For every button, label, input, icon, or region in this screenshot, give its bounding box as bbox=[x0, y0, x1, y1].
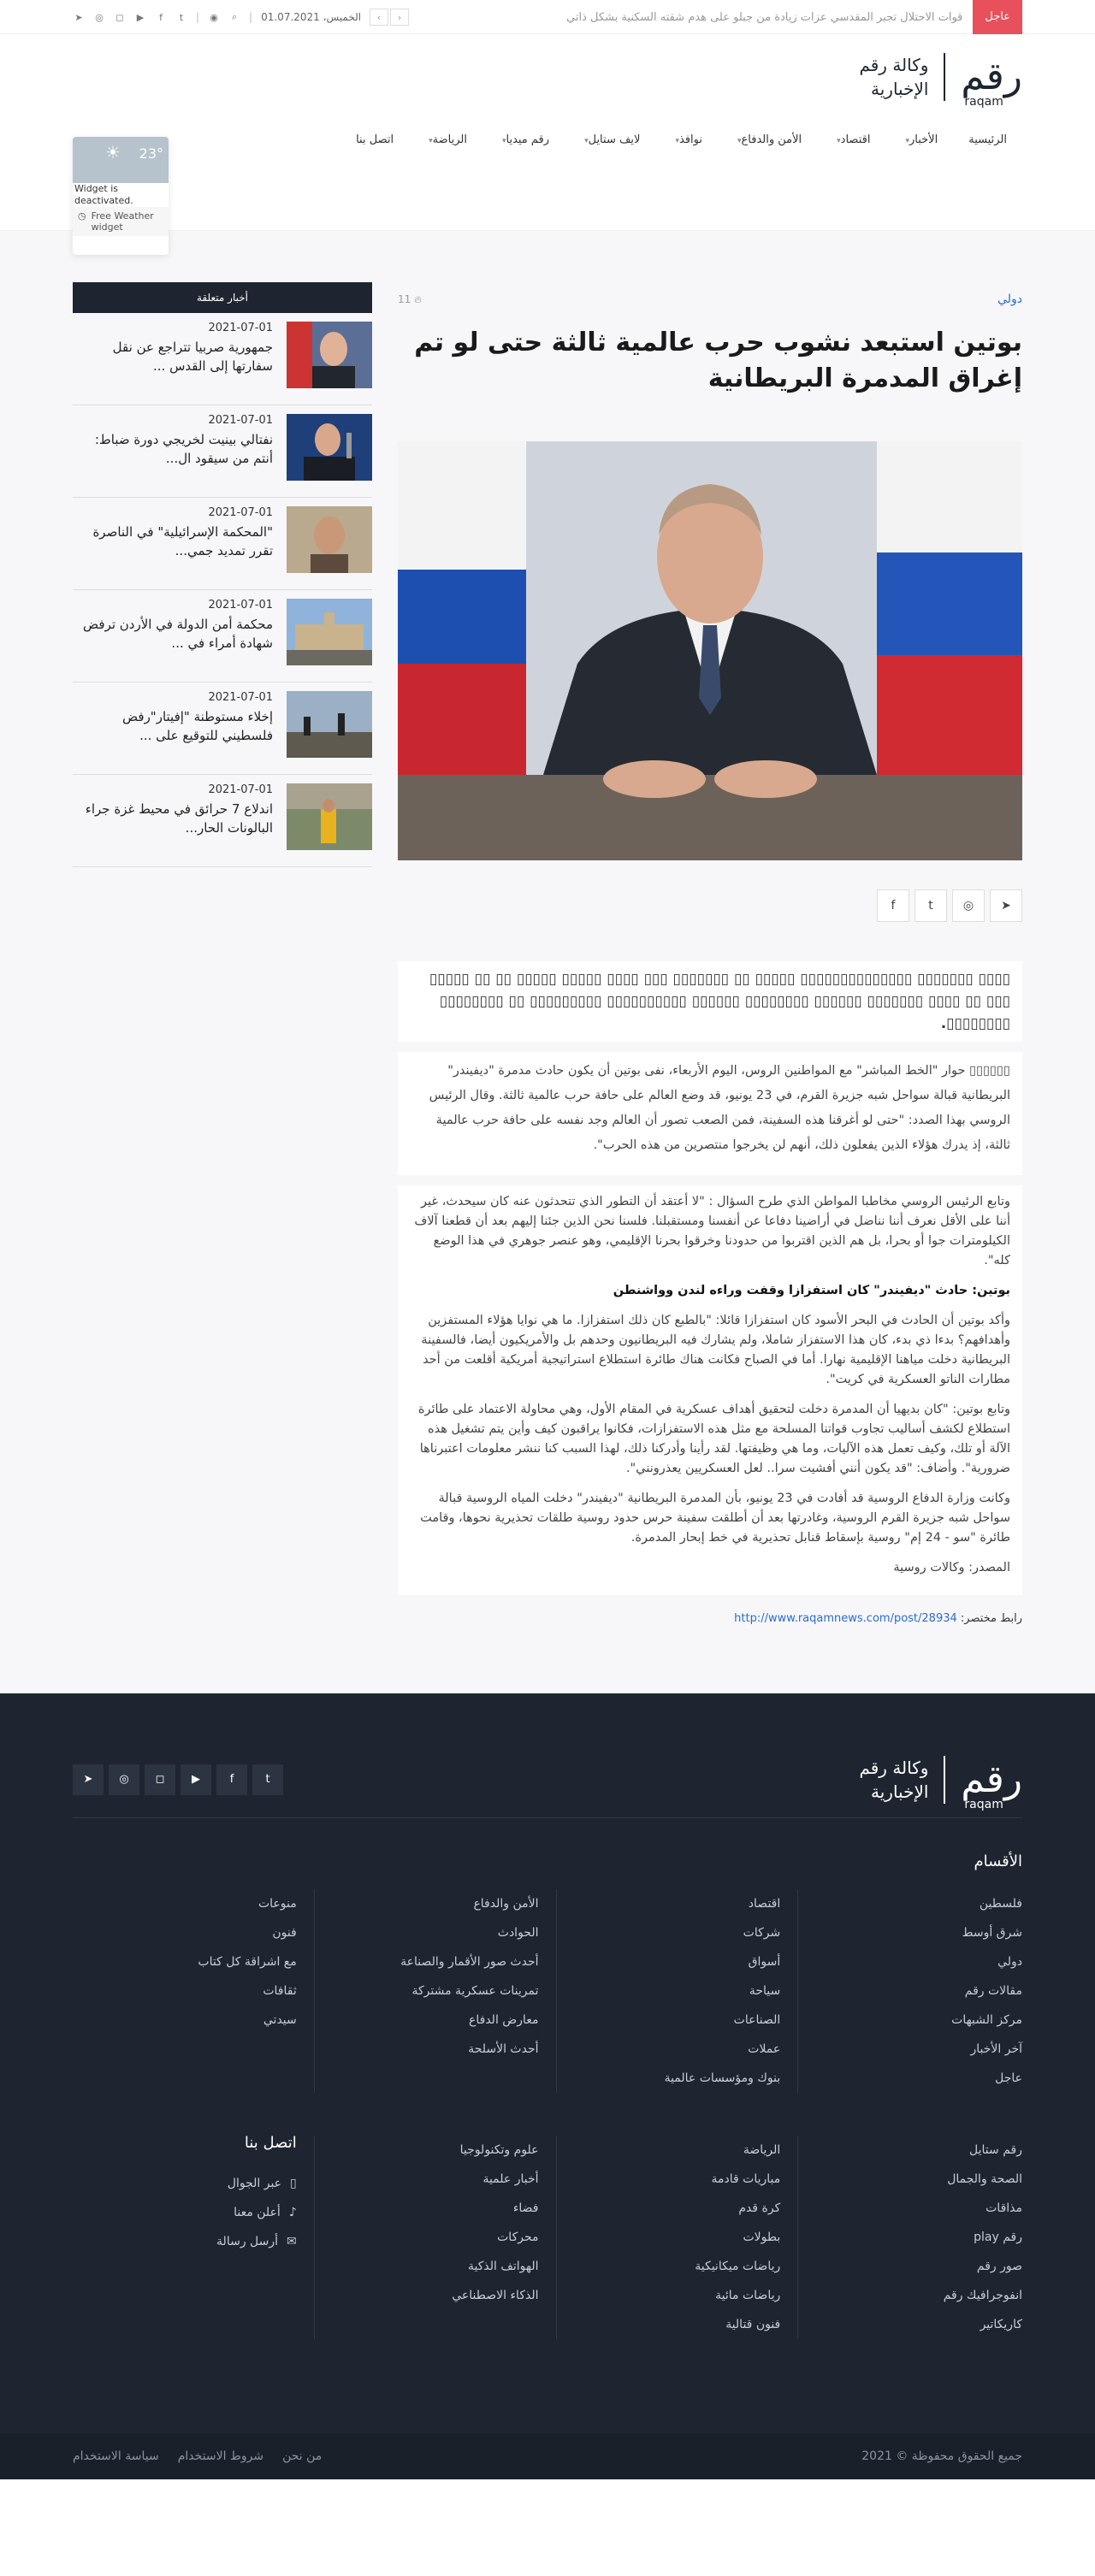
nav-item-lifestyle[interactable]: لايف ستايل▾ bbox=[584, 133, 641, 146]
related-date: 2021-07-01 bbox=[208, 599, 273, 612]
footer-link[interactable]: أخبار علمية bbox=[482, 2172, 539, 2186]
related-thumbnail[interactable] bbox=[287, 506, 372, 573]
about-link[interactable]: من نحن bbox=[282, 2449, 323, 2463]
footer-link[interactable]: منوعات bbox=[257, 1897, 297, 1911]
footer-link[interactable]: الذكاء الاصطناعي bbox=[452, 2289, 539, 2302]
footer-link[interactable]: معارض الدفاع bbox=[469, 2013, 539, 2027]
footer-link[interactable]: علوم وتكنولوجيا bbox=[459, 2143, 539, 2157]
copyright: جميع الحقوق محفوظة © 2021 bbox=[861, 2449, 1022, 2463]
related-item[interactable] bbox=[73, 682, 372, 775]
instagram-icon[interactable]: ◻ bbox=[115, 11, 124, 23]
twitter-icon[interactable]: t bbox=[252, 1764, 283, 1795]
ticker-arrows bbox=[370, 9, 409, 26]
related-news bbox=[73, 282, 372, 867]
twitter-icon[interactable]: t bbox=[179, 11, 184, 23]
chevron-down-icon: ▾ bbox=[675, 136, 679, 145]
divider: | bbox=[196, 11, 200, 23]
footer-link[interactable]: محركات bbox=[497, 2230, 539, 2244]
article-subheading: بوتين: حادث "ديفيندر" كان استفزازا وقفت وراءه لندن وواشنطن bbox=[613, 1284, 1010, 1297]
footer-link[interactable]: الأمن والدفاع bbox=[473, 1897, 539, 1911]
related-thumbnail[interactable] bbox=[287, 414, 372, 481]
footer-col bbox=[73, 1889, 315, 2093]
contact-message[interactable]: ✉ أرسل رسالة bbox=[90, 2227, 297, 2256]
related-news-title: أخبار متعلقة bbox=[73, 282, 372, 313]
footer-link[interactable]: مقالات رقم bbox=[964, 1984, 1022, 1998]
weather-temp: 23° bbox=[139, 145, 163, 162]
related-thumbnail[interactable] bbox=[287, 783, 372, 850]
article-body-1 bbox=[398, 1052, 1022, 1175]
terms-link[interactable]: شروط الاستخدام bbox=[177, 2449, 264, 2463]
contact-advertise[interactable]: ♪ أعلن معنا bbox=[90, 2198, 297, 2227]
logo-mark: رقم raqam bbox=[961, 1757, 1022, 1811]
chevron-down-icon: ▾ bbox=[584, 136, 589, 145]
footer-col bbox=[798, 2136, 1022, 2339]
footer-link[interactable]: عملات bbox=[748, 2042, 781, 2056]
footer-link[interactable]: الحوادث bbox=[497, 1926, 539, 1940]
chevron-down-icon: ▾ bbox=[905, 136, 909, 145]
footer-link[interactable]: رياضات مائية bbox=[715, 2289, 781, 2302]
related-thumbnail[interactable] bbox=[287, 599, 372, 665]
footer-sections-2 bbox=[73, 2136, 1022, 2339]
site-footer bbox=[0, 1693, 1095, 2479]
related-item[interactable] bbox=[73, 498, 372, 590]
chevron-down-icon: ▾ bbox=[737, 136, 742, 145]
related-thumbnail[interactable] bbox=[287, 322, 372, 388]
chevron-down-icon: ▾ bbox=[501, 136, 506, 145]
related-date: 2021-07-01 bbox=[208, 414, 273, 427]
news-ticker[interactable]: قوات الاحتلال تجبر المقدسي عزات زيادة من جبلو على هدم شقته السكنية بشكل ذاتي bbox=[566, 10, 963, 24]
related-title[interactable]: اندلاع 7 حرائق في محيط غزة جراء البالونات الحار... bbox=[85, 801, 273, 836]
footer-link[interactable]: انفوجرافيك رقم bbox=[943, 2289, 1022, 2302]
footer-link[interactable]: كاريكاتير bbox=[980, 2318, 1022, 2331]
nav-item-home[interactable]: الرئيسية bbox=[968, 133, 1007, 146]
ticker-prev-button[interactable]: ‹ bbox=[370, 9, 388, 26]
footer-link[interactable]: آخر الأخبار bbox=[970, 2042, 1022, 2056]
footer-link[interactable]: فنون قتالية bbox=[725, 2318, 781, 2331]
footer-link[interactable]: الهواتف الذكية bbox=[468, 2260, 539, 2273]
footer-col bbox=[557, 2136, 799, 2339]
footer-link[interactable]: بنوك ومؤسسات عالمية bbox=[664, 2071, 781, 2085]
footer-link[interactable]: مركز الشبهات bbox=[951, 2013, 1022, 2027]
related-thumbnail[interactable] bbox=[287, 691, 372, 758]
share-buttons bbox=[398, 889, 1022, 922]
related-title[interactable]: إخلاء مستوطنة "إفيتار"رفض فلسطيني للتوقيع على ... bbox=[122, 709, 273, 743]
footer-link[interactable]: صور رقم bbox=[976, 2260, 1022, 2273]
footer-col bbox=[315, 1889, 557, 2093]
footer-link[interactable]: الصحة والجمال bbox=[947, 2172, 1022, 2186]
urgent-label: عاجل bbox=[973, 0, 1022, 34]
footer-link[interactable]: ثقافات bbox=[263, 1984, 297, 1998]
chevron-down-icon: ▾ bbox=[837, 136, 841, 145]
nav-item-windows[interactable]: نوافذ▾ bbox=[675, 133, 702, 146]
sun-icon: ☀ bbox=[105, 142, 121, 162]
article bbox=[398, 282, 1022, 1625]
related-title[interactable]: جمهورية صربيا تتراجع عن نقل سفارتها إلى القدس ... bbox=[112, 340, 273, 374]
nav-item-news[interactable]: الأخبار▾ bbox=[905, 133, 938, 146]
footer-link[interactable]: تمرينات عسكرية مشتركة bbox=[411, 1984, 539, 1998]
footer-link[interactable]: فلسطين bbox=[979, 1897, 1022, 1911]
divider: | bbox=[249, 11, 253, 23]
footer-link[interactable]: أحدث صور الأقمار والصناعة bbox=[400, 1955, 539, 1969]
footer-logo[interactable] bbox=[859, 1756, 1022, 1811]
chevron-down-icon: ▾ bbox=[429, 136, 433, 145]
footer-link[interactable]: الرياضة bbox=[743, 2143, 781, 2157]
related-item[interactable] bbox=[73, 313, 372, 405]
footer-sections bbox=[73, 1889, 1022, 2093]
putin-photo bbox=[398, 441, 1022, 860]
footer-link[interactable]: رقم ستايل bbox=[969, 2143, 1022, 2157]
article-image bbox=[398, 441, 1022, 860]
phone-icon: ▯ bbox=[290, 2177, 297, 2190]
instagram-icon[interactable]: ◻ bbox=[145, 1764, 175, 1795]
main-content bbox=[0, 231, 1095, 1693]
logo-divider bbox=[944, 1756, 945, 1804]
footer-col bbox=[798, 1889, 1022, 2093]
related-date: 2021-07-01 bbox=[208, 506, 273, 519]
article-source: المصدر: وكالات روسية bbox=[893, 1561, 1010, 1575]
contact-phone[interactable]: ▯ عبر الجوال bbox=[90, 2169, 297, 2198]
footer-social bbox=[73, 1764, 283, 1795]
footer-contact bbox=[73, 2136, 315, 2339]
microphone-icon: ♪ bbox=[288, 2206, 297, 2219]
clock-icon: ◷ bbox=[78, 210, 86, 222]
share-telegram-button[interactable]: ➤ bbox=[990, 889, 1022, 922]
current-date: الخميس، 01.07.2021 bbox=[261, 11, 362, 23]
paragraph: ▯▯▯▯▯▯ حوار "الخط المباشر" مع المواطنين الروس، اليوم الأربعاء، نفى بوتين أن يكون حادث مدمرة "ديفيندر" البريطانية قبالة سواحل شبه جزيرة القرم، في 23 يونيو، قد وضع العالم على حافة حرب عالمية ثالثة. وقال الرئيس الروسي بهذا الصدد: "حتى لو أغرقنا هذه السفينة، فمن الصعب تصور أن العالم وجد نفسه على حافة حرب عالمية ثالثة، إذ يدرك هؤلاء الذين يفعلون ذلك، أنهم لن يخرجوا منتصرين من هذه الحرب". bbox=[429, 1064, 1010, 1152]
facebook-icon[interactable]: f bbox=[216, 1764, 247, 1795]
related-date: 2021-07-01 bbox=[208, 691, 273, 704]
footer-link[interactable]: فنون bbox=[272, 1926, 297, 1940]
share-facebook-button[interactable]: f bbox=[877, 889, 909, 922]
footer-bottom bbox=[0, 2433, 1095, 2479]
ticker-next-button[interactable]: › bbox=[390, 9, 409, 26]
footer-link[interactable]: اقتصاد bbox=[748, 1897, 781, 1911]
weather-footer[interactable]: Free Weather widget bbox=[91, 210, 154, 233]
paragraph: وتابع الرئيس الروسي مخاطبا المواطن الذي طرح السؤال : "لا أعتقد أن التطور الذي تتحدثون عنه كان سيحدث، غير أننا على الأقل نعرف أننا نناضل في أراضينا دفاعا عن أنفسنا ومستقبلنا. فلسنا نحن الذين جئنا إليهم بعد أن قطعنا آلاف الكيلومترات جوا أو بحرا، بل هم الذين اقتربوا من حدودنا وخرقوا بحرنا الإقليمي، وهو عنصر جوهري في هذا الوضع كله". bbox=[414, 1195, 1010, 1267]
share-whatsapp-button[interactable]: ◎ bbox=[952, 889, 985, 922]
footer-link[interactable]: فضاء bbox=[512, 2201, 539, 2215]
related-item[interactable] bbox=[73, 590, 372, 682]
footer-link[interactable]: الصناعات bbox=[733, 2013, 781, 2027]
telegram-icon[interactable]: ➤ bbox=[73, 1764, 104, 1795]
footer-link[interactable]: سياحة bbox=[749, 1984, 781, 1998]
whatsapp-icon[interactable]: ◎ bbox=[95, 11, 104, 23]
site-header bbox=[0, 34, 1095, 231]
footer-sections-title: الأقسام bbox=[974, 1852, 1022, 1870]
short-link bbox=[398, 1612, 1022, 1625]
footer-link[interactable]: سيدتي bbox=[263, 2013, 297, 2027]
logo-text: وكالة رقم الإخبارية bbox=[859, 55, 929, 99]
envelope-icon: ✉ bbox=[287, 2235, 297, 2248]
logo-divider bbox=[944, 53, 945, 101]
whatsapp-icon[interactable]: ◎ bbox=[109, 1764, 139, 1795]
nav-item-media[interactable]: رقم ميديا▾ bbox=[501, 133, 550, 146]
footer-col bbox=[315, 2136, 557, 2339]
logo-mark: رقم raqam bbox=[961, 55, 1022, 109]
footer-link[interactable]: مذاقات bbox=[986, 2201, 1022, 2215]
footer-link[interactable]: رياضات ميكانيكية bbox=[695, 2260, 781, 2273]
weather-widget[interactable] bbox=[73, 137, 169, 255]
nav-item-contact[interactable]: اتصل بنا bbox=[356, 133, 394, 146]
paragraph: وكانت وزارة الدفاع الروسية قد أفادت في 23 يونيو، بأن المدمرة البريطانية "ديفيندر" دخلت المياه الروسية قبالة سواحل شبه جزيرة القرم الروسية، وغادرتها بعد أن أطلقت سفينة حرس حدود روسية طلقات تحذيرية نحوها، وقامت طائرة "سو - 24 إم" روسية بإسقاط قنابل تحذيرية في خط إبحار المدمرة. bbox=[420, 1492, 1010, 1545]
related-title[interactable]: "المحكمة الإسرائيلية" في الناصرة تقرر تمديد جمي... bbox=[92, 524, 273, 558]
search-icon[interactable]: ⌕ bbox=[231, 11, 238, 22]
footer-link[interactable]: رقم play bbox=[974, 2230, 1022, 2244]
telegram-icon[interactable]: ➤ bbox=[74, 11, 83, 23]
youtube-icon[interactable]: ▶ bbox=[181, 1764, 211, 1795]
related-item[interactable] bbox=[73, 775, 372, 867]
related-date: 2021-07-01 bbox=[208, 783, 273, 796]
footer-link[interactable]: كرة قدم bbox=[738, 2201, 781, 2215]
youtube-icon[interactable]: ▶ bbox=[136, 11, 145, 23]
view-count: 11 🔥︎ bbox=[398, 292, 422, 305]
footer-link[interactable]: أحدث الأسلحة bbox=[468, 2042, 539, 2056]
paragraph: وأكد بوتين أن الحادث في البحر الأسود كان استفزازا قائلا: "بالطبع كان ذلك استفزازا. ما هي نوايا هؤلاء المستفزين وأهدافهم؟ بدءا ذي بدء، كان هذا الاستفزاز شاملا، ولم يشارك فيه البريطانيون وحدهم بل والأمريكيون أيضا، فالسفينة البريطانية دخلت مياهنا الإقليمية نهارا. أما في الصباح فكانت هناك طائرة استطلاع استراتيجية أمريكية أقلعت من أحد مطارات الناتو العسكرية في كريت". bbox=[421, 1314, 1010, 1386]
footer-col bbox=[557, 1889, 799, 2093]
contact-title: اتصل بنا bbox=[244, 2134, 297, 2152]
main-nav bbox=[73, 120, 1022, 159]
footer-link[interactable]: بطولات bbox=[743, 2230, 781, 2244]
top-bar bbox=[0, 0, 1095, 34]
logo-text: وكالة رقم الإخبارية bbox=[859, 1757, 929, 1802]
user-icon[interactable]: ◉ bbox=[210, 11, 218, 23]
paragraph: وتابع بوتين: "كان بديهيا أن المدمرة دخلت لتحقيق أهداف عسكرية في المقام الأول، وهي محاولة الاعتماد على طائرة استطلاع لكشف أساليب تجاوب قواتنا المسلحة مع مثل هذه الاستفزازات، فكانوا يراقبون كيف وأين يتم تشغيل هذه الآلة أو تلك، وكيف تعمل هذه الآليات، وما هي وظيفتها. لقد رأينا وأدركنا ذلك، لهذا السبب كنا ننشر معلومات اعتبرناها ضرورية". وأضاف: "قد يكون أنني أفشيت سرا.. لعل العسكريين يعذرونني". bbox=[417, 1403, 1010, 1475]
footer-link[interactable]: أسواق bbox=[748, 1955, 781, 1969]
related-title[interactable]: محكمة أمن الدولة في الأردن ترفض شهادة أمراء في ... bbox=[83, 617, 273, 651]
footer-link[interactable]: مباريات قادمة bbox=[711, 2172, 781, 2186]
footer-link[interactable]: مع اشراقة كل كتاب bbox=[198, 1955, 297, 1969]
share-twitter-button[interactable]: t bbox=[914, 889, 947, 922]
short-link-url[interactable]: http://www.raqamnews.com/post/28934 bbox=[734, 1612, 957, 1625]
nav-item-sports[interactable]: الرياضة▾ bbox=[429, 133, 467, 146]
footer-link[interactable]: شرق أوسط bbox=[962, 1926, 1022, 1940]
related-date: 2021-07-01 bbox=[208, 322, 273, 334]
facebook-icon[interactable]: f bbox=[159, 11, 163, 23]
footer-link[interactable]: دولي bbox=[997, 1955, 1022, 1969]
footer-link[interactable]: شركات bbox=[743, 1926, 781, 1940]
site-logo[interactable] bbox=[859, 53, 1022, 109]
article-lead: ▯▯▯▯ ▯▯▯▯▯▯▯ ▯▯▯▯▯▯▯▯▯▯▯▯▯▯ ▯▯▯▯▯ ▯▯ ▯▯▯▯▯▯▯ ▯▯▯ ▯▯▯▯ ▯▯▯▯▯ ▯▯▯▯▯ ▯▯ ▯▯ ▯▯▯▯▯ ▯▯▯ ▯▯ ▯▯▯▯ ▯▯▯▯▯▯▯ ▯▯▯▯▯▯ ▯▯▯▯▯▯▯▯ ▯▯▯▯▯▯ ▯▯▯▯▯▯▯▯▯▯ ▯▯▯▯▯▯▯▯▯ ▯▯ ▯▯▯▯▯▯▯▯ ▯▯▯▯▯▯▯▯. bbox=[398, 961, 1022, 1042]
nav-item-security[interactable]: الأمن والدفاع▾ bbox=[737, 133, 802, 146]
policy-link[interactable]: سياسة الاستخدام bbox=[73, 2449, 159, 2463]
weather-message: Widget is deactivated. bbox=[74, 183, 133, 206]
related-title[interactable]: نفتالي بينيت لخريجي دورة ضباط: أنتم من سيقود ال... bbox=[94, 432, 273, 466]
nav-item-economy[interactable]: اقتصاد▾ bbox=[837, 133, 871, 146]
article-body-2 bbox=[398, 1185, 1022, 1595]
article-title: بوتين استبعد نشوب حرب عالمية ثالثة حتى لو تم إغراق المدمرة البريطانية bbox=[414, 328, 1022, 393]
related-item[interactable] bbox=[73, 405, 372, 498]
fire-icon: 🔥︎ bbox=[414, 292, 422, 305]
short-link-label: رابط مختصر: bbox=[960, 1612, 1022, 1625]
article-category[interactable]: دولي bbox=[997, 292, 1022, 306]
footer-link[interactable]: عاجل bbox=[995, 2071, 1022, 2085]
